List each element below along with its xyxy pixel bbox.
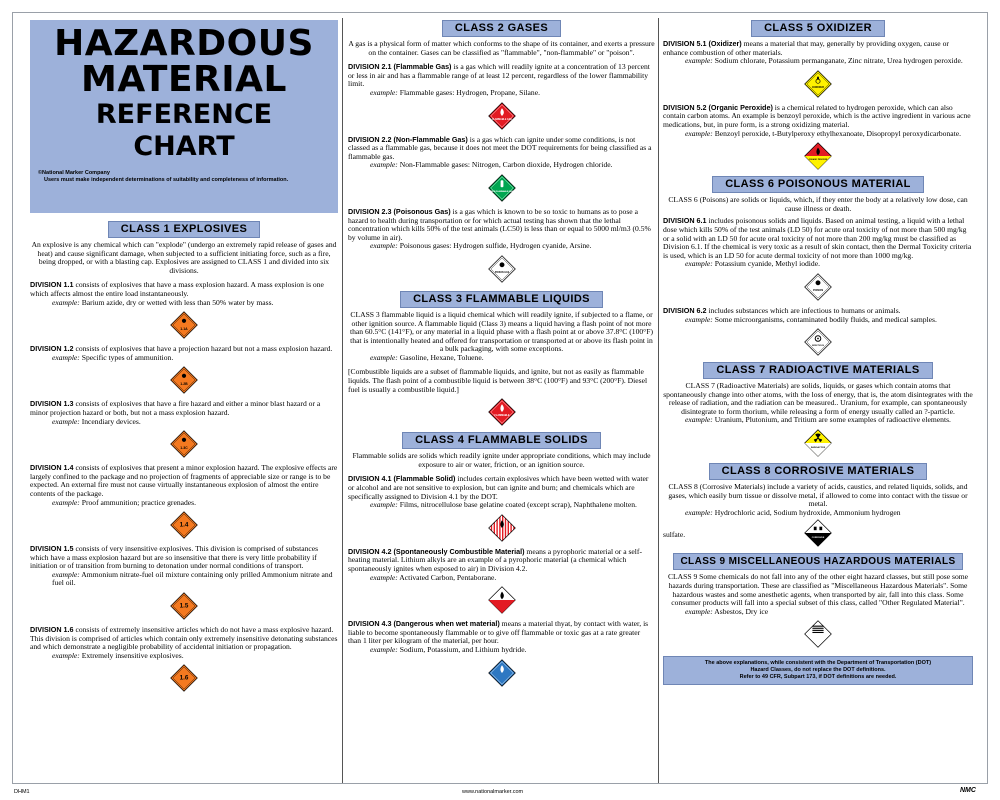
division-2-1	[348, 63, 655, 89]
example-text: Proof ammunition; practice grenades.	[79, 497, 197, 507]
division-label: DIVISION 1.3	[30, 399, 74, 409]
class7-heading: CLASS 7 RADIOACTIVE MATERIALS	[703, 362, 932, 379]
class9-example	[663, 608, 973, 617]
example-label: example:	[685, 606, 713, 616]
company-logo: NMC	[960, 787, 976, 794]
class9-heading: CLASS 9 MISCELLANEOUS HAZARDOUS MATERIALS	[673, 553, 962, 570]
explosive-1-1-placard-icon	[170, 311, 198, 339]
placard-label: 1.5	[179, 602, 189, 610]
division-text: consists of extremely insensitive articles which do not have a mass explosive hazard. This division is comprised of articles which contain only extremely insensitive detonating substances and which demonstrate a negligible probability of accidental initiation or propagation.	[30, 625, 338, 652]
copyright-text	[38, 170, 330, 184]
dot-disclaimer-box	[663, 656, 973, 685]
title-line1: HAZARDOUS	[54, 23, 314, 64]
class4-intro: Flammable solids are solids which readily ignite under appropriate conditions, which may include exposure to air or water, friction, or an ignition source.	[352, 451, 651, 469]
division-1-5-example	[30, 571, 338, 588]
explosive-1-2-placard-icon	[170, 366, 198, 394]
flammable-liquid-placard-icon	[488, 398, 516, 426]
class2-heading: CLASS 2 GASES	[442, 20, 561, 37]
title-box	[30, 20, 338, 213]
class8-placard-row	[663, 517, 973, 549]
class5-heading: CLASS 5 OXIDIZER	[751, 20, 885, 37]
title-line4: CHART	[133, 131, 235, 162]
example-label: example:	[685, 128, 713, 138]
class6-intro: CLASS 6 (Poisons) are solids or liquids, which, if they enter the body at a relatively low dose, can cause illness or death.	[668, 195, 968, 213]
division-4-2	[348, 548, 655, 574]
division-label: DIVISION 5.2 (Organic Peroxide)	[663, 102, 773, 112]
placard-label: NON-FLAMMABLE GAS	[490, 191, 513, 194]
class3-intro: CLASS 3 flammable liquid is a liquid chemical which will readily ignite, if subjected to a flame, or other ignition source. A flammable liquid (Class 3) means a liquid having a flash point of not more than 60.5°C (141°F), or any material in a liquid phase with a flash point at or above 37.8°C (100°F) that is intentionally heated and offered for transportation or transported at or above its flash point in a bulk packaging, with some exceptions.	[350, 309, 653, 354]
example-label: example:	[52, 352, 80, 362]
example-text: Sodium chlorate, Potassium permanganate, Zinc nitrate, Urea hydrogen peroxide.	[712, 56, 963, 66]
placard-label: CORROSIVE	[811, 537, 825, 540]
division-text: means a material thyat, by contact with water, is liable to become spontaneously flammable or to give off flammable or toxic gas at a rate greater than 1 liter per kilogram of the material, per hour.	[348, 619, 649, 646]
division-label: DIVISION 4.3 (Dangerous when wet material)	[348, 619, 500, 629]
division-text: is a gas which is known to be so toxic to humans as to pose a hazard to health during transportation or for which actual testing has shown that the lethal concentration which kills 50% of the test animals (LC50) is less than or equal to 5000 ml/m3 (0.5% by volume in air).	[348, 206, 651, 242]
example-text: Hydrochloric acid, Sodium hydroxide, Ammonium hydrogen	[712, 507, 901, 517]
placard-label: 1.2B	[180, 382, 188, 387]
explosive-1-6-placard-icon	[170, 664, 198, 692]
non-flammable-gas-placard-icon	[488, 174, 516, 202]
division-2-1-example	[348, 89, 655, 98]
disclaimer-line: Hazard Classes, do not replace the DOT definitions.	[750, 667, 886, 674]
division-label: DIVISION 1.1	[30, 280, 74, 290]
class4-heading: CLASS 4 FLAMMABLE SOLIDS	[402, 432, 601, 449]
division-text: means a material that may, generally by providing oxygen, cause or enhance combustion of other materials.	[663, 39, 949, 57]
example-text: Asbestos, Dry ice	[712, 606, 769, 616]
example-label: example:	[685, 507, 713, 517]
corrosive-placard-icon	[804, 519, 832, 547]
division-5-2	[663, 104, 973, 130]
division-label: DIVISION 1.4	[30, 463, 74, 473]
column-divider	[658, 18, 659, 783]
division-label: DIVISION 5.1 (Oxidizer)	[663, 39, 742, 48]
division-label: DIVISION 2.1 (Flammable Gas)	[348, 62, 452, 72]
class7-intro: CLASS 7 (Radioactive Materials) are solids, liquids, or gases which contain atoms that spontaneously change into other atoms, with the loss of energy, that is, the atom disintegrates with the release of radiation, and the radiation can be measured.. Uranium, for example, can spontaneously disintegrate to form thorium, while releasing a form of energy usually called an ?-particle.	[663, 381, 973, 416]
division-text: consists of explosives that present a minor explosion hazard. The explosive effects are largely confined to the package and no projection of fragments of appreciable size or range is to be expected. An external fire must not cause virtually instantaneous explosion of almost the entire contents of the package.	[30, 463, 338, 498]
division-text: consists of explosives that have a fire hazard and either a minor blast hazard or a minor projection hazard or both, but not a mass explosion hazard.	[30, 399, 321, 417]
class1-intro: An explosive is any chemical which can "explode" (undergo an extremely rapid release of gases and heat) and cause significant damage, when subjected to a sufficient initiating force, such as a fire, being dropped, or with a blasting cap. Explosives are assigned to CLASS 1 and divided into six divisions.	[31, 240, 337, 275]
example-label: example:	[685, 259, 713, 269]
division-1-6	[30, 626, 338, 652]
example-text: Some microorganisms, contaminated bodily fluids, and medical samples.	[712, 314, 937, 324]
biohazard-placard-icon	[804, 328, 832, 356]
example-text: Activated Carbon, Pentaborane.	[397, 572, 497, 582]
example-label: example:	[52, 650, 80, 660]
class6-heading: CLASS 6 POISONOUS MATERIAL	[712, 176, 924, 193]
example-text: Non-Flammable gases: Nitrogen, Carbon dioxide, Hydrogen chloride.	[397, 160, 613, 170]
division-text: means a pyrophoric material or a self-heating material. Lithium alkyls are an example of a pyrophoric material (a chemical which spontaneously ignites when esposed to air) in Division 4.2.	[348, 546, 642, 573]
example-text: Flammable gases: Hydrogen, Propane, Silane.	[397, 87, 540, 97]
example-label: example:	[52, 497, 80, 507]
example-label: example:	[52, 297, 80, 307]
division-2-2-example	[348, 161, 655, 170]
placard-label: OXIDIZER	[812, 85, 824, 89]
division-label: DIVISION 4.1 (Flammable Solid)	[348, 474, 456, 484]
division-text: is a gas which can ignite under some conditions, is not classed as a flammable gas, because it does not meet the DOT requirements for being classified as a flammable gas.	[348, 134, 652, 161]
division-label: DIVISION 2.2 (Non-Flammable Gas)	[348, 134, 468, 144]
division-text: is a gas which will readily ignite at a concentration of 13 percent or less in air and has a flammable range of at least 12 percent, regardless of the lower flammability limit.	[348, 62, 650, 89]
placard-label: 1.3C	[180, 446, 188, 451]
example-label: example:	[370, 87, 398, 97]
division-4-1-example	[348, 501, 655, 510]
division-6-2-example	[663, 316, 973, 325]
example-text: Incendiary devices.	[79, 416, 141, 426]
division-1-1	[30, 281, 338, 298]
division-label: DIVISION 2.3 (Poisonous Gas)	[348, 206, 451, 216]
example-text: Ammonium nitrate-fuel oil mixture containing only prilled Ammonium nitrate and fuel oil.	[52, 569, 333, 588]
division-text: includes substances which are infectious to humans or animals.	[706, 305, 901, 315]
example-text: Uranium, Plutonium, and Tritium are some examples of radioactive elements.	[712, 415, 951, 425]
disclaimer-line: Users must make independent determinations of suitability and completeness of information.	[44, 177, 289, 183]
poison-placard-icon	[804, 273, 832, 301]
division-1-3-example	[30, 418, 338, 427]
division-2-3-example	[348, 242, 655, 251]
example-text: Films, nitrocellulose base gelatine coated (except scrap), Naphthalene molten.	[397, 500, 637, 510]
example-text: Extremely insensitive explosives.	[79, 650, 184, 660]
placard-label: FLAMMABLE	[493, 414, 510, 418]
division-5-1-example	[663, 57, 973, 66]
division-1-5	[30, 545, 338, 571]
class1-heading: CLASS 1 EXPLOSIVES	[108, 221, 260, 238]
division-text: is a chemical related to hydrogen peroxide, which can also contain carbon atoms. An example is benzoyl peroxide, which is the active ingredient in various acne medications, but, in pure form, is a strong oxidizing material.	[663, 102, 971, 129]
class2-intro: A gas is a physical form of matter which conforms to the shape of its container, and exerts a pressure on the container. Gases can be classified as "flammable", "non-flammable" or "poison".	[348, 39, 655, 57]
explosive-1-3-placard-icon	[170, 430, 198, 458]
division-text: includes poisonous solids and liquids. Based on animal testing, a liquid with a lethal dose which kills 50% of the test animals (LD 50) for acute oral toxicity of not more than 500 mg/kg or a solid with an LD 50 for acute oral toxicity of not more than 200 mg/kg must be classified as Division 6.1. If the chemical is very toxic as a result of skin contact, then the Dermal Toxicity criteria is used, which is an LD 50 for acute dermal toxicity of not more than 1000 mg/kg.	[663, 216, 972, 260]
example-label: example:	[370, 352, 398, 362]
example-label: example:	[370, 160, 398, 170]
division-6-1-example	[663, 260, 973, 269]
radioactive-placard-icon	[804, 429, 832, 457]
class3-note: [Combustible liquids are a subset of flammable liquids, and ignite, but not as easily as flammable liquids. The flash point of a combustible liquid is between 38°C (100°F) and 93°C (200°F). Diesel fuel is usually a combustible liquid.]	[348, 367, 648, 394]
class9-intro: CLASS 9 Some chemicals do not fall into any of the other eight hazard classes, but still pose some hazards during transportation. These are classified as "Miscellaneous Hazardous Materials". Some hazardous wastes and some anesthetic agents, when transported by air, fall into this class. Some consumer products will fall into a special subset of this class, called "Other Regulated Material".	[667, 572, 969, 608]
division-2-2	[348, 136, 655, 162]
explosive-1-5-placard-icon	[170, 592, 198, 620]
division-5-2-example	[663, 130, 973, 139]
example-label: example:	[52, 416, 80, 426]
example-label: example:	[370, 500, 398, 510]
placard-label: POISON	[812, 289, 824, 293]
footer-bar	[0, 785, 1000, 800]
division-4-3-example	[348, 646, 655, 655]
example-label: example:	[685, 56, 713, 66]
example-label: example:	[370, 644, 398, 654]
miscellaneous-placard-icon	[804, 620, 832, 648]
class8-example	[663, 509, 973, 518]
division-label: DIVISION 1.6	[30, 625, 74, 635]
placard-label: 1.1A	[180, 327, 188, 332]
division-1-6-example	[30, 652, 338, 661]
flammable-gas-placard-icon	[488, 102, 516, 130]
dangerous-when-wet-placard-icon	[488, 659, 516, 687]
division-label: DIVISION 6.1	[663, 216, 707, 226]
division-label: DIVISION 4.2 (Spontaneously Combustible Material)	[348, 546, 525, 556]
example-label: example:	[370, 241, 398, 251]
oxidizer-placard-icon	[804, 70, 832, 98]
placard-label: INFECTIOUS	[812, 345, 824, 348]
class3-example	[348, 354, 655, 363]
division-4-3	[348, 620, 655, 646]
website-link[interactable]: www.nationalmarker.com	[462, 789, 524, 795]
example-text: Gasoline, Hexane, Toluene.	[397, 352, 484, 362]
division-4-1	[348, 475, 655, 501]
flammable-solid-placard-icon	[488, 514, 516, 542]
division-label: DIVISION 1.5	[30, 544, 74, 554]
division-6-1	[663, 217, 973, 260]
spontaneously-combustible-placard-icon	[488, 586, 516, 614]
title-line2: MATERIAL	[81, 59, 287, 100]
example-text: Specific types of ammunition.	[79, 352, 174, 362]
explosive-1-4-placard-icon	[170, 511, 198, 539]
division-text: consists of explosives that have a projection hazard but not a mass explosion hazard.	[73, 344, 333, 354]
class3-heading: CLASS 3 FLAMMABLE LIQUIDS	[400, 291, 603, 308]
example-label: example:	[370, 572, 398, 582]
column-left	[30, 20, 338, 782]
division-4-2-example	[348, 574, 655, 583]
division-text: includes certain explosives which have been wetted with water or alcohol and are not sensitive to explosion, but can ignite and burn; and chemicals which are specifically assigned to Division 4.1 by the DOT.	[348, 474, 649, 501]
product-code: DHM1	[14, 789, 30, 795]
column-divider	[342, 18, 343, 783]
poison-gas-placard-icon	[488, 255, 516, 283]
division-1-2-example	[30, 354, 338, 363]
example-text: Potassium cyanide, Methyl iodide.	[712, 259, 820, 269]
placard-label: 1.6	[179, 674, 189, 682]
example-label: example:	[52, 569, 80, 579]
placard-label: FLAMMABLE GAS	[491, 118, 512, 121]
division-label: DIVISION 1.2	[30, 344, 74, 354]
column-middle	[348, 20, 655, 782]
disclaimer-line: Refer to 49 CFR, Subpart 173, if DOT definitions are needed.	[739, 674, 897, 681]
division-text: consists of explosives that have a mass explosion hazard. A mass explosion is one which affects almost the entire load instantaneously.	[30, 280, 324, 298]
placard-label: 1.4	[179, 521, 189, 529]
organic-peroxide-placard-icon	[804, 142, 832, 170]
example-text: Sodium, Potassium, and Lithium hydride.	[397, 644, 527, 654]
example-text: Poisonous gases: Hydrogen sulfide, Hydrogen cyanide, Arsine.	[397, 241, 592, 251]
class7-example	[663, 416, 973, 425]
division-1-3	[30, 400, 338, 417]
division-1-4	[30, 464, 338, 498]
division-5-1	[663, 40, 973, 57]
example-text: Benzoyl peroxide, t-Butylperoxy ethylhexanoate, Disopropyl peroxydicarbonate.	[712, 128, 962, 138]
division-1-4-example	[30, 499, 338, 508]
column-right	[663, 20, 973, 782]
title-line3: REFERENCE	[95, 99, 273, 130]
class8-heading: CLASS 8 CORROSIVE MATERIALS	[709, 463, 928, 480]
placard-label: RADIOACTIVE	[810, 446, 826, 449]
class8-example-tail: sulfate.	[663, 530, 686, 540]
division-label: DIVISION 6.2	[663, 305, 707, 315]
placard-label: POISON GAS	[494, 272, 509, 275]
division-2-3	[348, 208, 655, 242]
copyright-line: ©National Marker Company	[38, 170, 110, 176]
placard-label: ORGANIC PEROXIDE	[808, 159, 828, 162]
example-label: example:	[685, 314, 713, 324]
class8-intro: CLASS 8 (Corrosive Materials) include a variety of acids, caustics, and related liquids, solids, and gases, which easily burn tissue or dissolve metal, if allowed to come into contact with the tissue or metal.	[668, 482, 968, 509]
example-label: example:	[685, 415, 713, 425]
example-text: Barium azide, dry or wetted with less than 50% water by mass.	[79, 297, 274, 307]
division-1-1-example	[30, 299, 338, 308]
division-text: consists of very insensitive explosives. This division is comprised of substances which have a mass explosion hazard but are so insensitive that there is very little probability if initiation or of transition from burning to detonation under normal conditions of transport.	[30, 544, 319, 571]
disclaimer-line: The above explanations, while consistent with the Department of Transportation (DOT)	[704, 660, 932, 667]
